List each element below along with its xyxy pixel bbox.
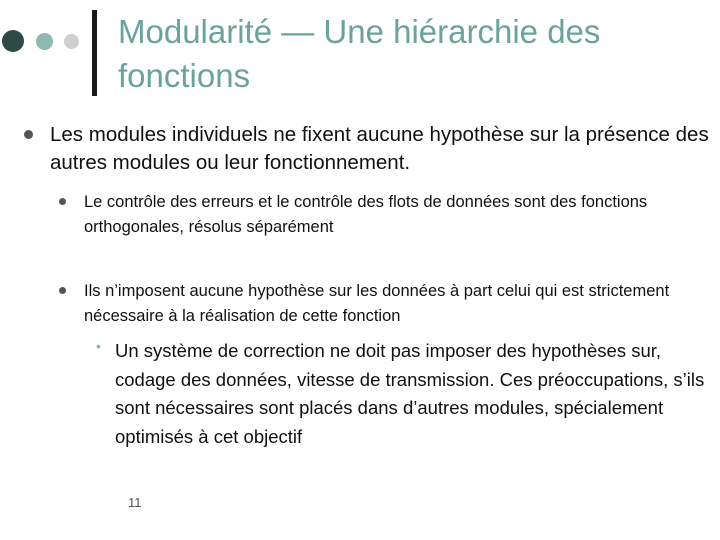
bullet-icon [59, 198, 66, 205]
bullet-level-1: Les modules individuels ne fixent aucune hypothèse sur la présence des autres modules ou leur fonctionnement. [50, 123, 709, 174]
slide-title: Modularité — Une hiérarchie des fonctions [118, 13, 601, 94]
bullet-small-icon: • [96, 338, 101, 354]
bullet-level-2: Ils n’imposent aucune hypothèse sur les données à part celui qui est strictement nécessaire à la réalisation de cette fonction [84, 282, 670, 325]
grey-dot-icon [64, 34, 79, 49]
decorative-dots [0, 30, 90, 52]
bullet-level-3: Un système de correction ne doit pas imposer des hypothèses sur, codage des données, vitesse de transmission. Ces préoccupations, s’ils sont nécessaires sont placés dans d’autres modules, spécialement optimisés à cet objectif [115, 340, 705, 447]
dark-dot-icon [2, 30, 24, 52]
title-divider [92, 10, 97, 96]
teal-dot-icon [36, 33, 53, 50]
page-number: 11 [128, 495, 142, 510]
bullet-icon [24, 130, 33, 139]
bullet-icon [59, 287, 66, 294]
bullet-level-2: Le contrôle des erreurs et le contrôle des flots de données sont des fonctions orthogonales, résolus séparément [84, 193, 648, 236]
